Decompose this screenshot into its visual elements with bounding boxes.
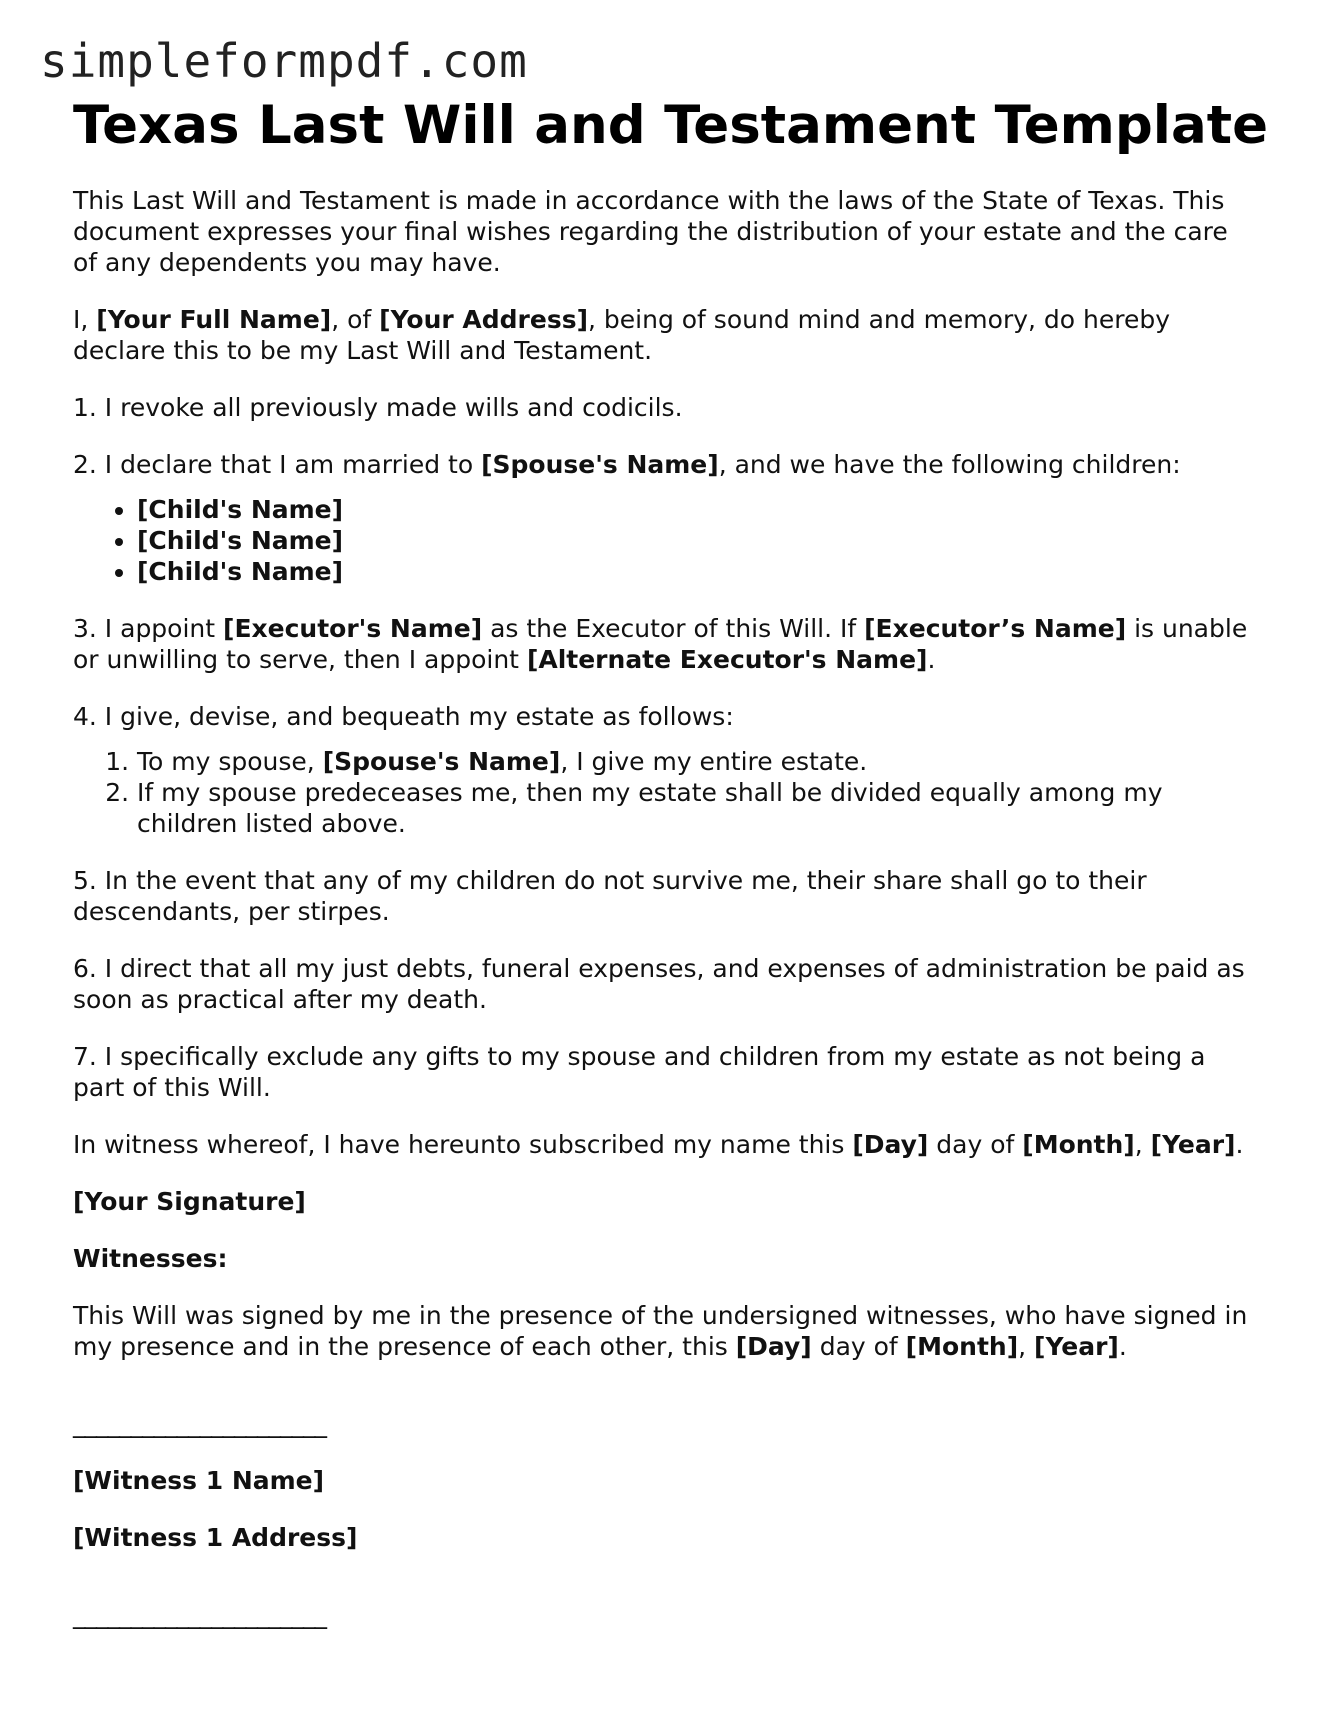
list-item <box>137 746 1253 777</box>
witness-clause-suffix: . <box>1235 1130 1244 1159</box>
article-1: 1. I revoke all previously made wills and codicils. <box>73 393 683 422</box>
child-name-placeholder: [Child's Name] <box>137 526 344 555</box>
year-placeholder: [Year] <box>1034 1332 1119 1361</box>
witnesses-statement-suffix: . <box>1118 1332 1127 1361</box>
full-name-placeholder: [Your Full Name] <box>96 305 332 334</box>
day-placeholder: [Day] <box>735 1332 812 1361</box>
witnesses-statement-mid: day of <box>811 1332 906 1361</box>
article-2-prefix: 2. I declare that I am married to <box>73 450 482 479</box>
witness-clause-mid: day of <box>928 1130 1023 1159</box>
witness-1-address <box>73 1522 1253 1553</box>
month-placeholder: [Month] <box>1022 1130 1135 1159</box>
article-3-prefix: 3. I appoint <box>73 614 224 643</box>
document-body <box>73 95 1269 1656</box>
witness-clause-prefix: In witness whereof, I have hereunto subscribed my name this <box>73 1130 853 1159</box>
signature-line-2: ______________________ <box>73 1600 326 1629</box>
witness-1-name <box>73 1465 1253 1496</box>
article-2 <box>73 449 1253 480</box>
list-item <box>137 777 1253 839</box>
witnesses-statement-comma: , <box>1018 1332 1035 1361</box>
witness-clause <box>73 1129 1253 1160</box>
declaration-mid: , of <box>331 305 380 334</box>
witnesses-heading <box>73 1243 1253 1274</box>
article-5: 5. In the event that any of my children do not survive me, their share shall go to their descendants, per stirpes. <box>73 866 1147 926</box>
article-3-mid: as the Executor of this Will. If <box>482 614 865 643</box>
children-list <box>73 494 1253 587</box>
article-4: 4. I give, devise, and bequeath my estate as follows: <box>73 702 734 731</box>
witness-1-name-text: [Witness 1 Name] <box>73 1466 325 1495</box>
address-placeholder: [Your Address] <box>379 305 589 334</box>
witnesses-statement <box>73 1300 1253 1362</box>
list-item <box>137 525 1253 556</box>
list-item <box>137 556 1253 587</box>
signature-placeholder-text: [Your Signature] <box>73 1187 306 1216</box>
witness-clause-comma: , <box>1134 1130 1151 1159</box>
alternate-executor-placeholder: [Alternate Executor's Name] <box>526 645 928 674</box>
child-name-placeholder: [Child's Name] <box>137 557 344 586</box>
year-placeholder: [Year] <box>1150 1130 1236 1159</box>
bequest-1-prefix: To my spouse, <box>137 747 323 776</box>
list-item <box>137 494 1253 525</box>
article-7: 7. I specifically exclude any gifts to my spouse and children from my estate as not being a part of this Will. <box>73 1042 1206 1102</box>
witnesses-statement-prefix: This Will was signed by me in the presence of the undersigned witnesses, who have signed in my presence and in the presence of each other, this <box>73 1301 1248 1361</box>
executor-name-placeholder-2: [Executor’s Name] <box>864 614 1127 643</box>
declaration-prefix: I, <box>73 305 97 334</box>
declaration-paragraph <box>73 304 1253 366</box>
intro-paragraph: This Last Will and Testament is made in accordance with the laws of the State of Texas. This document expresses your final wishes regarding the distribution of your estate and the care of any dependents you may have. <box>73 186 1228 277</box>
article-2-suffix: , and we have the following children: <box>718 450 1181 479</box>
page-title: Texas Last Will and Testament Template <box>73 95 1269 156</box>
month-placeholder: [Month] <box>905 1332 1019 1361</box>
witnesses-heading-text: Witnesses: <box>73 1244 228 1273</box>
article-3-suffix: . <box>927 645 936 674</box>
bequest-1-suffix: , I give my entire estate. <box>560 747 868 776</box>
witness-1-address-text: [Witness 1 Address] <box>73 1523 358 1552</box>
bequest-2-text: If my spouse predeceases me, then my estate shall be divided equally among my children listed above. <box>137 778 1163 838</box>
bequest-list <box>73 746 1253 839</box>
declaration-suffix: , being of sound mind and memory, do hereby declare this to be my Last Will and Testament. <box>73 305 1171 365</box>
child-name-placeholder: [Child's Name] <box>137 495 344 524</box>
executor-name-placeholder: [Executor's Name] <box>223 614 483 643</box>
article-3-mid-2: is unable or unwilling to serve, then I appoint <box>73 614 1248 674</box>
day-placeholder: [Day] <box>852 1130 929 1159</box>
article-3 <box>73 613 1253 675</box>
article-6: 6. I direct that all my just debts, funeral expenses, and expenses of administration be paid as soon as practical after my death. <box>73 954 1245 1014</box>
spouse-name-placeholder: [Spouse's Name] <box>481 450 719 479</box>
watermark: simpleformpdf.com <box>40 34 528 88</box>
signature-placeholder <box>73 1186 1253 1217</box>
signature-line: ______________________ <box>73 1409 326 1438</box>
spouse-name-placeholder: [Spouse's Name] <box>322 747 561 776</box>
